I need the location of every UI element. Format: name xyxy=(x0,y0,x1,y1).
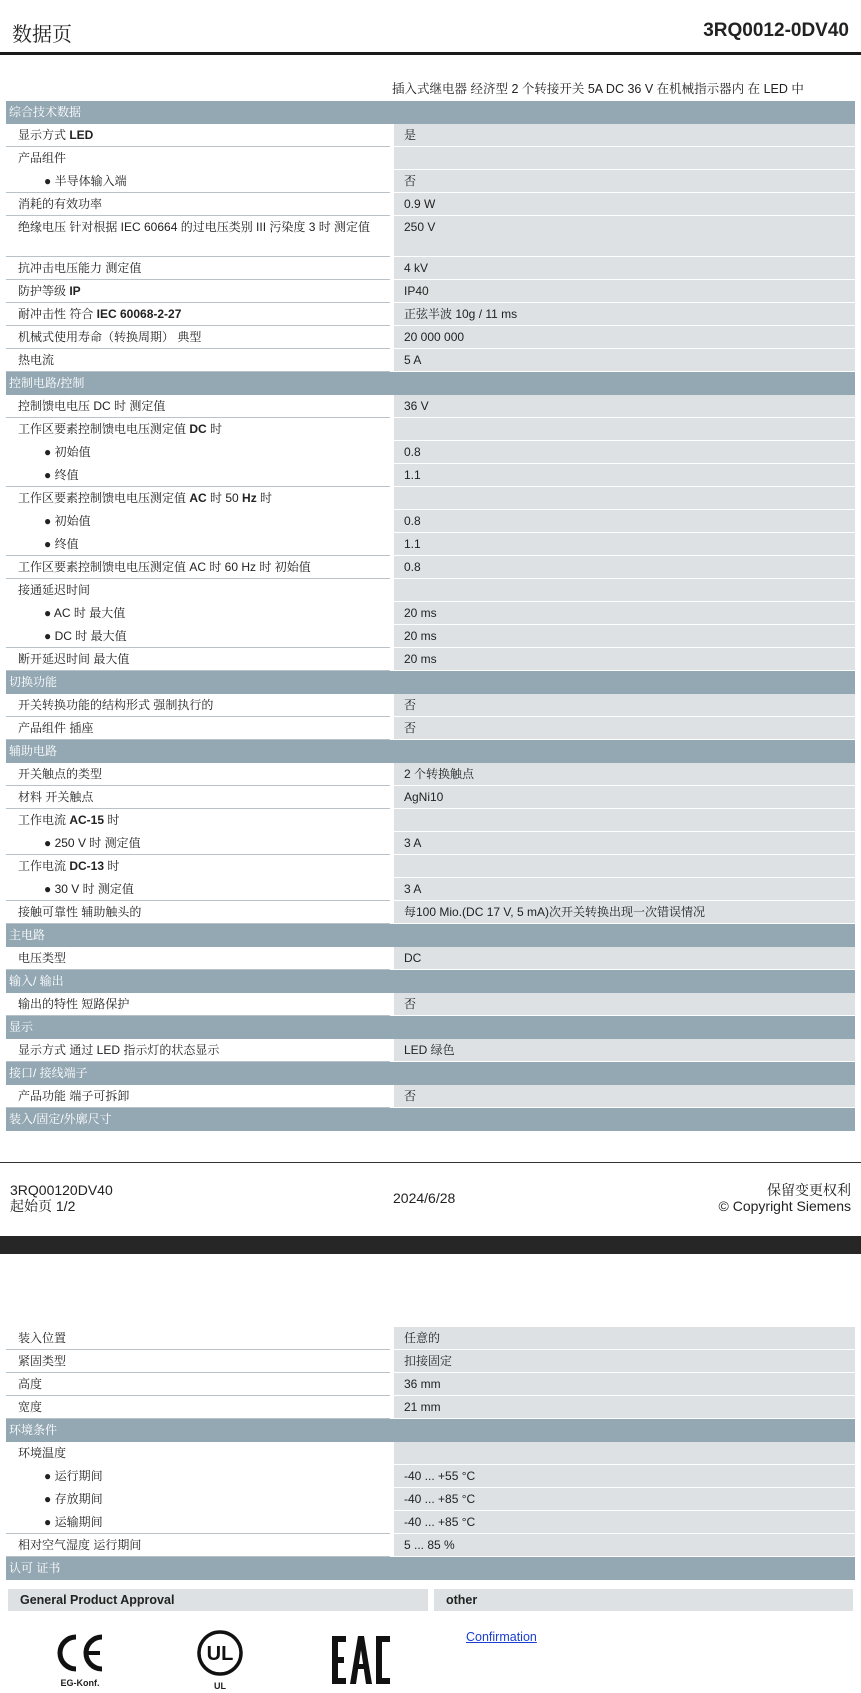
spec-value: 否 xyxy=(394,1085,855,1108)
spec-value: 0.8 xyxy=(394,556,855,579)
spec-row xyxy=(6,147,855,170)
spec-label: 产品组件 插座 xyxy=(6,717,390,740)
spec-value: 21 mm xyxy=(394,1396,855,1419)
spec-value: 36 V xyxy=(394,395,855,418)
spec-row xyxy=(6,1511,855,1534)
spec-value xyxy=(394,809,855,832)
spec-row xyxy=(6,510,855,533)
spec-row xyxy=(6,947,855,970)
product-description: 插入式继电器 经济型 2 个转接开关 5A DC 36 V 在机械指示器内 在 LED 中 xyxy=(392,82,804,96)
spec-row xyxy=(6,1350,855,1373)
svg-text:UL: UL xyxy=(206,1643,234,1665)
spec-row xyxy=(6,901,855,924)
spec-label: 控制馈电电压 DC 时 测定值 xyxy=(6,395,390,418)
spec-label: ● 30 V 时 测定值 xyxy=(6,878,390,901)
spec-value xyxy=(394,487,855,510)
spec-label: 机械式使用寿命（转换周期） 典型 xyxy=(6,326,390,349)
spec-label: ● 终值 xyxy=(6,464,390,487)
approval-col-other: other xyxy=(434,1589,853,1611)
spec-label: 显示方式 LED xyxy=(6,124,390,147)
spec-row xyxy=(6,533,855,556)
spec-row xyxy=(6,579,855,602)
spec-row xyxy=(6,216,855,257)
footer-copyright: © Copyright Siemens xyxy=(718,1198,851,1214)
spec-label: 电压类型 xyxy=(6,947,390,970)
spec-label: 工作电流 AC-15 时 xyxy=(6,809,390,832)
spec-label: ● 终值 xyxy=(6,533,390,556)
footer-page: 起始页 1/2 xyxy=(10,1198,76,1214)
spec-value xyxy=(394,855,855,878)
spec-row xyxy=(6,193,855,216)
spec-value: 正弦半波 10g / 11 ms xyxy=(394,303,855,326)
spec-value: 0.9 W xyxy=(394,193,855,216)
spec-row xyxy=(6,878,855,901)
confirmation-link[interactable]: Confirmation xyxy=(466,1630,537,1644)
spec-row xyxy=(6,786,855,809)
spec-value: 0.8 xyxy=(394,441,855,464)
spec-label: ● 运输期间 xyxy=(6,1511,390,1534)
spec-label: 输出的特性 短路保护 xyxy=(6,993,390,1016)
spec-row xyxy=(6,349,855,372)
spec-label: 相对空气湿度 运行期间 xyxy=(6,1534,390,1557)
spec-row xyxy=(6,257,855,280)
page-title: 数据页 xyxy=(12,22,72,46)
spec-label: 工作区要素控制馈电电压测定值 DC 时 xyxy=(6,418,390,441)
spec-row xyxy=(6,1442,855,1465)
spec-label: 环境温度 xyxy=(6,1442,390,1465)
spec-label: 接通延迟时间 xyxy=(6,579,390,602)
eac-mark-icon xyxy=(328,1634,394,1689)
spec-table-page-2 xyxy=(6,1327,855,1580)
spec-row xyxy=(6,487,855,510)
spec-row xyxy=(6,441,855,464)
spec-label: 工作电流 DC-13 时 xyxy=(6,855,390,878)
spec-row xyxy=(6,694,855,717)
spec-value: 20 000 000 xyxy=(394,326,855,349)
spec-value: -40 ... +55 °C xyxy=(394,1465,855,1488)
section-header: 主电路 xyxy=(6,924,855,947)
spec-value: 否 xyxy=(394,170,855,193)
spec-row xyxy=(6,717,855,740)
spec-value: 2 个转换触点 xyxy=(394,763,855,786)
spec-row xyxy=(6,602,855,625)
section-header: 显示 xyxy=(6,1016,855,1039)
spec-row xyxy=(6,395,855,418)
approval-col-general: General Product Approval xyxy=(8,1589,428,1611)
section-header: 综合技术数据 xyxy=(6,101,855,124)
header-rule xyxy=(0,52,861,55)
spec-label: 消耗的有效功率 xyxy=(6,193,390,216)
spec-value: 每100 Mio.(DC 17 V, 5 mA)次开关转换出现一次错误情况 xyxy=(394,901,855,924)
spec-value: DC xyxy=(394,947,855,970)
spec-value: 否 xyxy=(394,717,855,740)
spec-label: 开关转换功能的结构形式 强制执行的 xyxy=(6,694,390,717)
spec-value xyxy=(394,579,855,602)
spec-row xyxy=(6,1465,855,1488)
spec-row xyxy=(6,763,855,786)
spec-label: 防护等级 IP xyxy=(6,280,390,303)
spec-label: 接触可靠性 辅助触头的 xyxy=(6,901,390,924)
spec-label: ● AC 时 最大值 xyxy=(6,602,390,625)
spec-label: ● 运行期间 xyxy=(6,1465,390,1488)
spec-value: IP40 xyxy=(394,280,855,303)
ce-mark-icon: EG-Konf. xyxy=(50,1633,110,1688)
spec-label: 产品功能 端子可拆卸 xyxy=(6,1085,390,1108)
product-code: 3RQ0012-0DV40 xyxy=(703,20,849,41)
spec-row xyxy=(6,418,855,441)
spec-value: 任意的 xyxy=(394,1327,855,1350)
spec-value: 否 xyxy=(394,993,855,1016)
spec-label: 工作区要素控制馈电电压测定值 AC 时 60 Hz 时 初始值 xyxy=(6,556,390,579)
spec-value: 36 mm xyxy=(394,1373,855,1396)
spec-row xyxy=(6,625,855,648)
section-header: 输入/ 输出 xyxy=(6,970,855,993)
spec-row xyxy=(6,556,855,579)
spec-value: -40 ... +85 °C xyxy=(394,1488,855,1511)
spec-label: ● 存放期间 xyxy=(6,1488,390,1511)
section-header: 认可 证书 xyxy=(6,1557,855,1580)
spec-label: ● 半导体输入端 xyxy=(6,170,390,193)
spec-value: 4 kV xyxy=(394,257,855,280)
spec-row xyxy=(6,280,855,303)
spec-value: 是 xyxy=(394,124,855,147)
spec-value: 20 ms xyxy=(394,602,855,625)
spec-label: ● 250 V 时 测定值 xyxy=(6,832,390,855)
spec-row xyxy=(6,303,855,326)
spec-row xyxy=(6,464,855,487)
approvals-header-row xyxy=(8,1589,853,1611)
spec-row xyxy=(6,1534,855,1557)
spec-row xyxy=(6,124,855,147)
spec-label: 材料 开关触点 xyxy=(6,786,390,809)
spec-row xyxy=(6,1373,855,1396)
spec-value xyxy=(394,418,855,441)
spec-row xyxy=(6,648,855,671)
spec-value xyxy=(394,147,855,170)
spec-value: -40 ... +85 °C xyxy=(394,1511,855,1534)
section-header: 辅助电路 xyxy=(6,740,855,763)
section-header: 装入/固定/外廓尺寸 xyxy=(6,1108,855,1131)
spec-value: AgNi10 xyxy=(394,786,855,809)
footer-rights: 保留变更权利 xyxy=(767,1182,851,1198)
spec-row xyxy=(6,832,855,855)
section-header: 控制电路/控制 xyxy=(6,372,855,395)
spec-row xyxy=(6,170,855,193)
spec-row xyxy=(6,1039,855,1062)
spec-value: 3 A xyxy=(394,832,855,855)
spec-row xyxy=(6,326,855,349)
spec-label: 显示方式 通过 LED 指示灯的状态显示 xyxy=(6,1039,390,1062)
spec-value: 20 ms xyxy=(394,648,855,671)
spec-label: 工作区要素控制馈电电压测定值 AC 时 50 Hz 时 xyxy=(6,487,390,510)
spec-label: 装入位置 xyxy=(6,1327,390,1350)
spec-value: 0.8 xyxy=(394,510,855,533)
footer-code: 3RQ00120DV40 xyxy=(10,1182,113,1198)
spec-value: 3 A xyxy=(394,878,855,901)
spec-label: 紧固类型 xyxy=(6,1350,390,1373)
footer-date: 2024/6/28 xyxy=(393,1190,456,1206)
page-bottom-rule xyxy=(0,1162,861,1163)
spec-value: 1.1 xyxy=(394,533,855,556)
spec-label: 热电流 xyxy=(6,349,390,372)
spec-value: LED 绿色 xyxy=(394,1039,855,1062)
spec-label: 抗冲击电压能力 测定值 xyxy=(6,257,390,280)
spec-label: 开关触点的类型 xyxy=(6,763,390,786)
spec-label: 绝缘电压 针对根据 IEC 60664 的过电压类别 III 污染度 3 时 测定值 xyxy=(6,216,390,257)
section-header: 切换功能 xyxy=(6,671,855,694)
spec-label: ● 初始值 xyxy=(6,510,390,533)
spec-row xyxy=(6,1396,855,1419)
spec-row xyxy=(6,809,855,832)
spec-row xyxy=(6,1085,855,1108)
spec-row xyxy=(6,1488,855,1511)
spec-label: 断开延迟时间 最大值 xyxy=(6,648,390,671)
ul-mark-icon: UL UL xyxy=(193,1630,247,1691)
spec-value: 250 V xyxy=(394,216,855,257)
spec-value: 20 ms xyxy=(394,625,855,648)
spec-row xyxy=(6,855,855,878)
spec-value: 扣接固定 xyxy=(394,1350,855,1373)
spec-label: 产品组件 xyxy=(6,147,390,170)
spec-value xyxy=(394,1442,855,1465)
spec-value: 否 xyxy=(394,694,855,717)
spec-row xyxy=(6,993,855,1016)
spec-label: 宽度 xyxy=(6,1396,390,1419)
spec-label: 高度 xyxy=(6,1373,390,1396)
page-separator xyxy=(0,1236,861,1254)
spec-table-page-1 xyxy=(6,101,855,1131)
spec-label: ● DC 时 最大值 xyxy=(6,625,390,648)
spec-row xyxy=(6,1327,855,1350)
section-header: 接口/ 接线端子 xyxy=(6,1062,855,1085)
section-header: 环境条件 xyxy=(6,1419,855,1442)
spec-label: 耐冲击性 符合 IEC 60068-2-27 xyxy=(6,303,390,326)
spec-value: 1.1 xyxy=(394,464,855,487)
spec-label: ● 初始值 xyxy=(6,441,390,464)
spec-value: 5 A xyxy=(394,349,855,372)
spec-value: 5 ... 85 % xyxy=(394,1534,855,1557)
